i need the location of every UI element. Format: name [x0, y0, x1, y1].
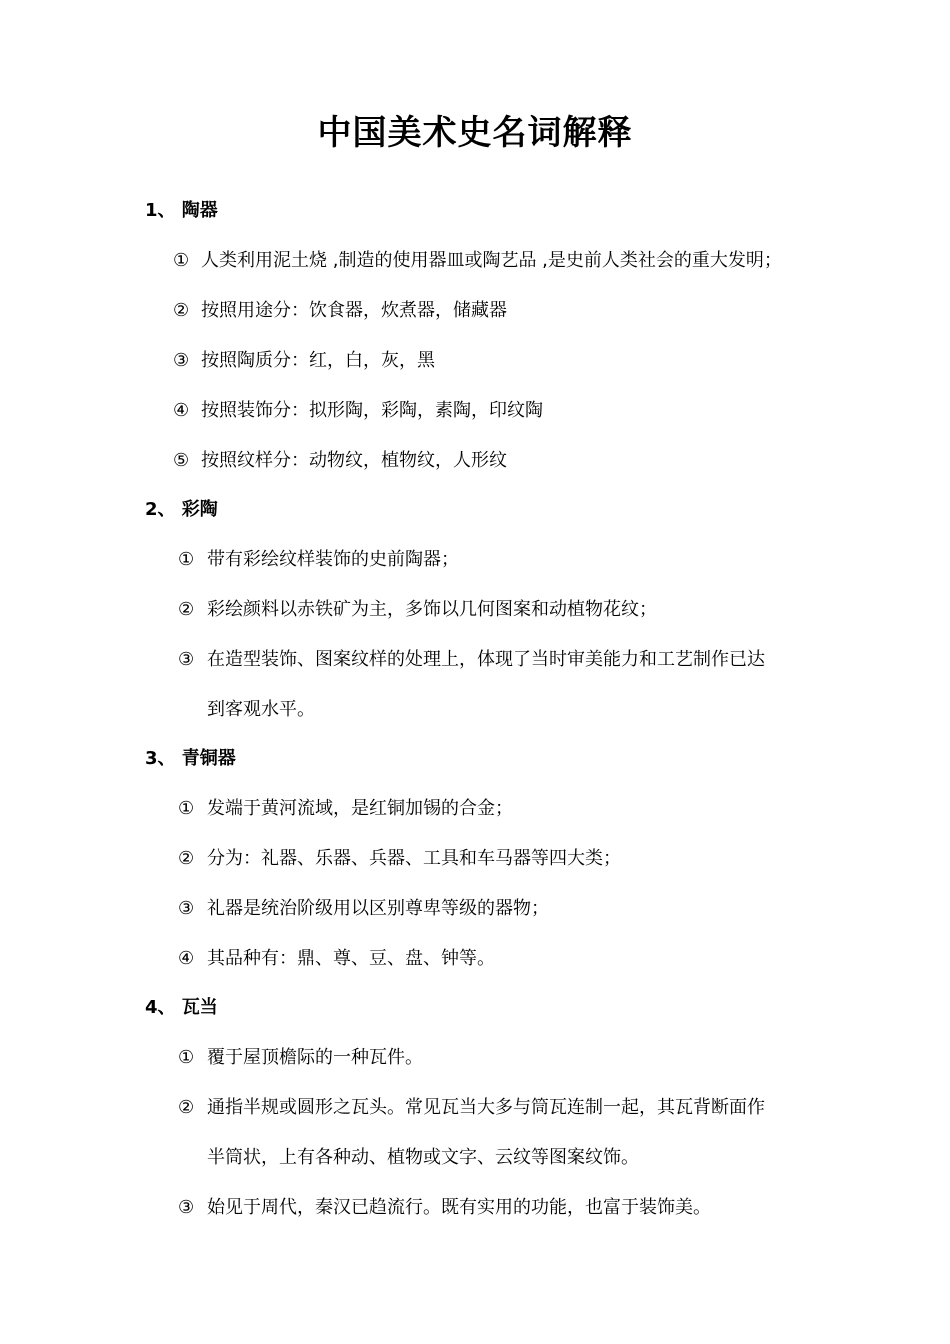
item-text: 其品种有：鼎、尊、豆、盘、钟等。	[207, 948, 495, 969]
item-text: 通指半规或圆形之瓦头。常见瓦当大多与筒瓦连制一起，其瓦背断面作	[207, 1097, 765, 1118]
item-text: 按照用途分：饮食器，炊煮器，储藏器	[201, 300, 507, 321]
item-text-continuation: 半筒状，上有各种动、植物或文字、云纹等图案纹饰。	[207, 1147, 639, 1168]
section-heading-bronze: 3、 青铜器	[145, 748, 236, 769]
item-text: 按照纹样分：动物纹，植物纹，人形纹	[201, 450, 507, 471]
item-marker: ③	[173, 350, 190, 371]
item-marker: ②	[178, 599, 195, 620]
section-heading-eave-tile: 4、 瓦当	[145, 997, 218, 1018]
item-marker: ④	[173, 400, 190, 421]
item-marker: ⑤	[173, 450, 190, 471]
item-text: 分为：礼器、乐器、兵器、工具和车马器等四大类；	[207, 848, 621, 869]
item-marker: ①	[178, 798, 195, 819]
item-marker: ②	[173, 300, 190, 321]
item-text-continuation: 到客观水平。	[207, 699, 315, 720]
item-text: 覆于屋顶檐际的一种瓦件。	[207, 1047, 423, 1068]
item-text: 按照装饰分：拟形陶，彩陶，素陶，印纹陶	[201, 400, 543, 421]
item-marker: ①	[178, 1047, 195, 1068]
item-text: 按照陶质分：红，白，灰，黑	[201, 350, 435, 371]
item-marker: ③	[178, 898, 195, 919]
item-text: 彩绘颜料以赤铁矿为主，多饰以几何图案和动植物花纹；	[207, 599, 657, 620]
item-marker: ③	[178, 1197, 195, 1218]
page-title: 中国美术史名词解释	[317, 113, 633, 153]
item-text: 人类利用泥土烧 ,制造的使用器皿或陶艺品 ,是史前人类社会的重大发明；	[201, 250, 782, 271]
item-text: 在造型装饰、图案纹样的处理上，体现了当时审美能力和工艺制作已达	[207, 649, 765, 670]
item-text: 始见于周代，秦汉已趋流行。既有实用的功能，也富于装饰美。	[207, 1197, 711, 1218]
section-heading-pottery: 1、 陶器	[145, 200, 218, 221]
item-text: 带有彩绘纹样装饰的史前陶器；	[207, 549, 459, 570]
item-marker: ①	[173, 250, 190, 271]
item-marker: ③	[178, 649, 195, 670]
section-heading-painted-pottery: 2、 彩陶	[145, 499, 218, 520]
item-marker: ②	[178, 848, 195, 869]
item-text: 礼器是统治阶级用以区别尊卑等级的器物；	[207, 898, 549, 919]
item-marker: ④	[178, 948, 195, 969]
item-marker: ②	[178, 1097, 195, 1118]
item-marker: ①	[178, 549, 195, 570]
item-text: 发端于黄河流域，是红铜加锡的合金；	[207, 798, 513, 819]
